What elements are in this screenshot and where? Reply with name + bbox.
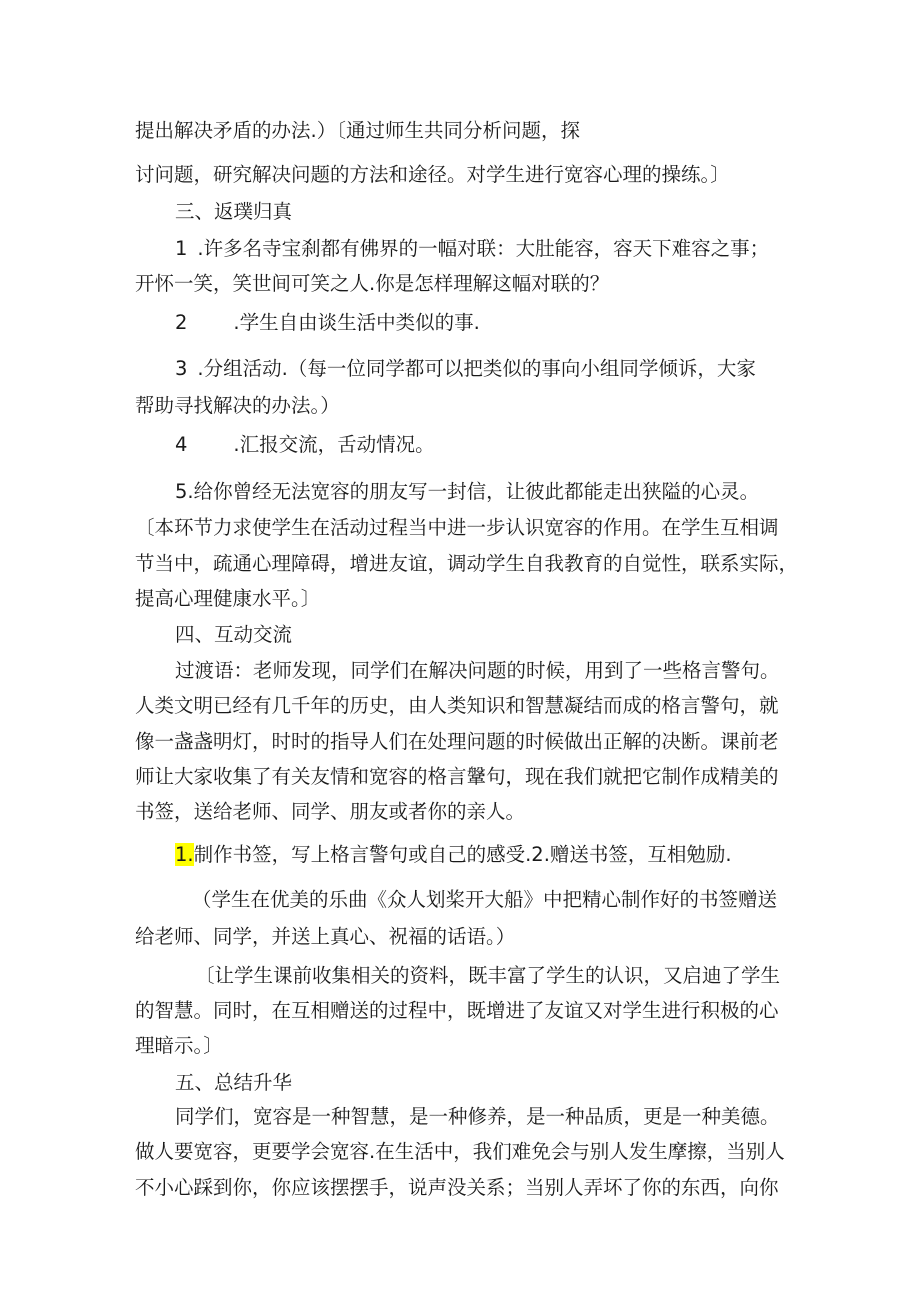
list-item-5: 5.给你曾经无法宽容的朋友写一封信，让彼此都能走出狭隘的心灵。 [175,480,760,503]
section-heading-5: 五、总结升华 [175,1071,293,1094]
paragraph-line: 帮助寻找解决的办法。） [135,394,340,417]
list-text: .汇报交流，舌动情况。 [233,433,435,456]
paragraph-line: 书签，送给老师、同学、朋友或者你的亲人。 [135,800,526,823]
highlighted-number: 1. [175,843,194,866]
paragraph-line: 节当中，疏通心理障碍，增进友谊，调动学生自我教育的自觉性，联系实际， [135,552,799,575]
list-item-1 [175,235,769,263]
list-item-2 [175,309,480,337]
paragraph-line: 〔让学生课前收集相关的资料，既丰富了学生的认识，又启迪了学生 [195,964,781,987]
section-heading-3: 三、返璞归真 [175,200,293,223]
paragraph-line: （学生在优美的乐曲《众人划桨开大船》中把精心制作好的书签赠送 [192,888,778,911]
paragraph-line: 理暗示。〕 [135,1034,223,1057]
paragraph-line: 像一盏盏明灯，时时的指导人们在处理问题的时候做出正解的决断。课前老 [135,730,779,753]
paragraph-line: 给老师、同学，并送上真心、祝福的话语。） [135,925,516,948]
section-heading-4: 四、互动交流 [175,623,293,646]
paragraph-line: 过渡语：老师发现，同学们在解决问题的时候，用到了一些格言警句。 [175,659,780,682]
paragraph-line: 师让大家收集了有关友情和宽容的格言鞶句，现在我们就把它制作成精美的 [135,765,779,788]
list-item-3 [175,355,756,383]
list-text: .许多名寺宝刹都有佛界的一幅对联：大肚能容，容天下难容之事； [197,237,770,260]
paragraph-line: 的智慧。同时，在互相赠送的过程中，既增进了友谊又对学生进行积极的心 [135,999,779,1022]
list-text: .学生自由谈生活中类似的事. [233,311,480,334]
paragraph-line: 人类文明已经有几千年的历史，由人类知识和智慧凝结而成的格言警句，就 [135,694,779,717]
paragraph-line: 同学们，宽容是一种智慧，是一种修养，是一种品质，更是一种美德。 [175,1105,780,1128]
step-line [175,841,732,869]
list-item-4 [175,431,435,459]
list-text: .分组活动.（每一位同学都可以把类似的事向小组同学倾诉，大家 [197,357,756,380]
paragraph-line: 提高心理健康水平。〕 [135,587,321,610]
list-number: 2 [175,311,188,334]
paragraph-line: 不小心踩到你，你应该摆摆手，说声没关系；当别人弄坏了你的东西，向你 [135,1176,779,1199]
paragraph-line: 讨问题，研究解决问题的方法和途径。对学生进行宽容心理的操练。〕 [135,163,730,186]
list-number: 1 [175,237,188,260]
paragraph-line: 做人要宽容，更要学会宽容.在生活中，我们难免会与别人发生摩擦，当别人 [135,1140,785,1163]
paragraph-line: 提出解决矛盾的办法.）〔通过师生共同分析问题，探 [135,119,580,142]
list-number: 3 [175,357,188,380]
step-text: 制作书签，写上格言警句或自己的感受.2.赠送书签，互相勉励. [193,843,732,866]
paragraph-line: 开怀一笑，笑世间可笑之人.你是怎样理解这幅对联的？ [135,272,610,295]
paragraph-line: 〔本环节力求使学生在活动过程当中进一步认识宽容的作用。在学生互相调 [135,516,779,539]
list-number: 4 [175,433,188,456]
